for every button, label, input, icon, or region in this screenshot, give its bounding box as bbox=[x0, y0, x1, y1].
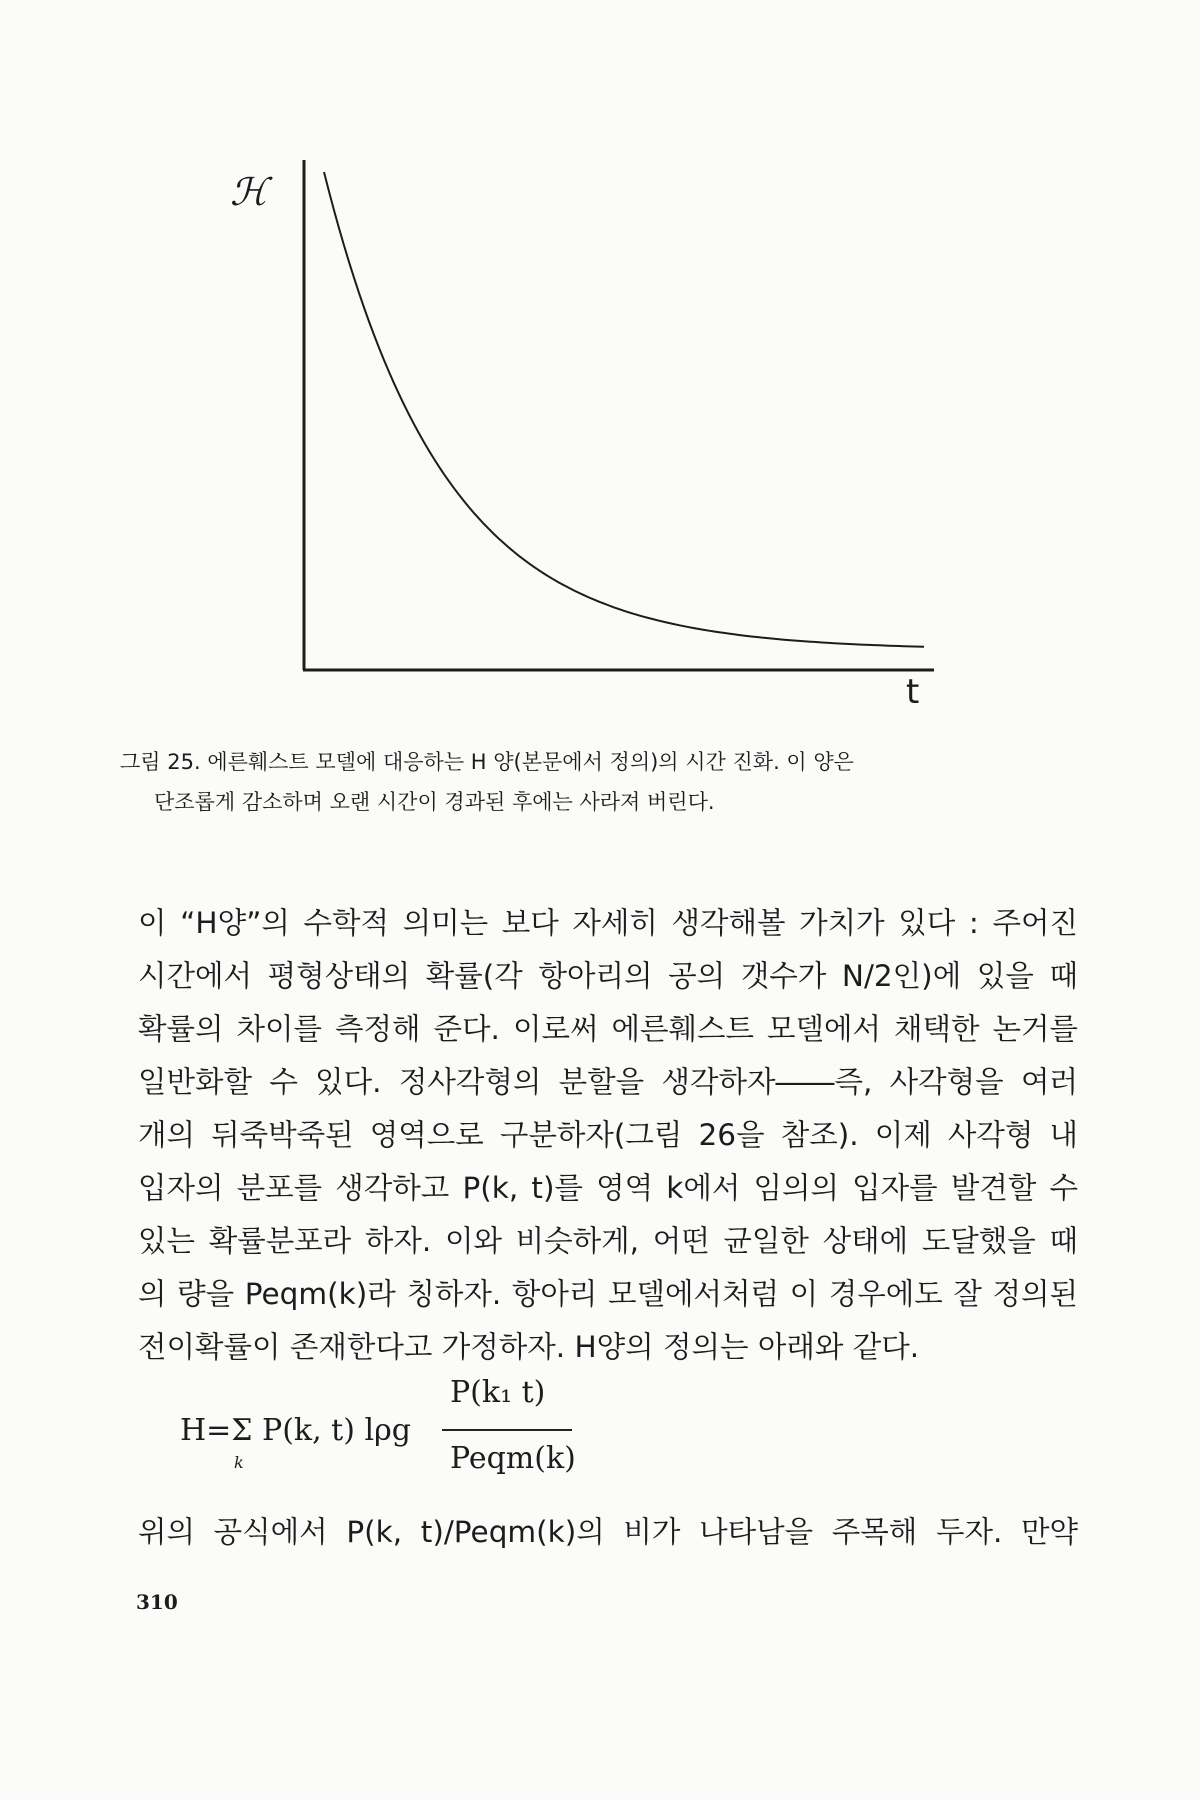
figure-caption bbox=[120, 742, 1080, 822]
body-line: 입자의 분포를 생각하고 P(k, t)를 영역 k에서 임의의 입자를 발견할 수 bbox=[138, 1171, 1078, 1205]
h-decay-curve bbox=[324, 172, 924, 647]
body-line: 있는 확률분포라 하자. 이와 비슷하게, 어떤 균일한 상태에 도달했을 때 bbox=[138, 1224, 1078, 1258]
h-time-evolution-figure bbox=[200, 150, 980, 710]
h-definition-formula bbox=[180, 1375, 680, 1495]
formula-lhs: H=Σ P(k, t) lρg bbox=[180, 1413, 411, 1448]
body-line: 이 “H양”의 수학적 의미는 보다 자세히 생각해볼 가치가 있다 : 주어진 bbox=[138, 906, 1078, 940]
body-line: 의 량을 Peqm(k)라 칭하자. 항아리 모델에서처럼 이 경우에도 잘 정의된 bbox=[138, 1277, 1078, 1311]
body-line: 전이확률이 존재한다고 가정하자. H양의 정의는 아래와 같다. bbox=[138, 1330, 920, 1364]
body-paragraph bbox=[138, 897, 1078, 1374]
page-number: 310 bbox=[136, 1590, 178, 1614]
body-line: 일반화할 수 있다. 정사각형의 분할을 생각하자――즉, 사각형을 여러 bbox=[138, 1065, 1078, 1099]
h-curve-plot bbox=[200, 150, 980, 710]
caption-line-2: 단조롭게 감소하며 오랜 시간이 경과된 후에는 사라져 버린다. bbox=[154, 790, 715, 814]
body-line: 확률의 차이를 측정해 준다. 이로써 에른훼스트 모델에서 채택한 논거를 bbox=[138, 1012, 1078, 1046]
x-axis-label: t bbox=[906, 672, 920, 712]
formula-denominator: Peqm(k) bbox=[450, 1441, 576, 1476]
formula-sum-index: k bbox=[234, 1453, 244, 1472]
body-line: 개의 뒤죽박죽된 영역으로 구분하자(그림 26을 참조). 이제 사각형 내 bbox=[138, 1118, 1078, 1152]
caption-line-1: 그림 25. 에른훼스트 모델에 대응하는 H 양(본문에서 정의)의 시간 진화. 이 양은 bbox=[120, 750, 854, 774]
formula-numerator: P(k₁ t) bbox=[450, 1375, 546, 1410]
body-line: 시간에서 평형상태의 확률(각 항아리의 공의 갯수가 N/2인)에 있을 때 bbox=[138, 959, 1078, 993]
body-line-after-formula: 위의 공식에서 P(k, t)/Peqm(k)의 비가 나타남을 주목해 두자. 만약 bbox=[138, 1515, 1078, 1549]
y-axis-label: ℋ bbox=[230, 170, 268, 214]
fraction-bar bbox=[442, 1429, 572, 1431]
